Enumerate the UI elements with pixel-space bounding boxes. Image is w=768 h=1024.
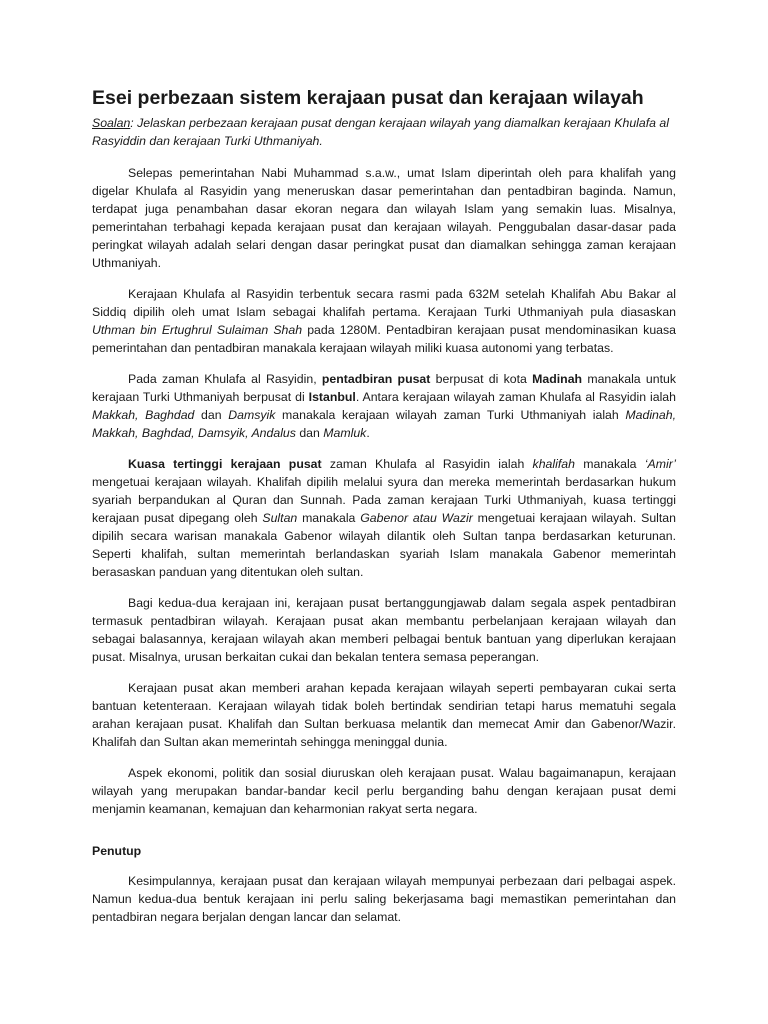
text-run: Kuasa tertinggi kerajaan pusat (128, 457, 322, 471)
text-run: dan (194, 408, 229, 422)
text-run: mengetuai kerajaan wilayah. Sultan dipilih secara warisan manakala Gabenor wilayah dilantik oleh Sultan tanpa berdasarkan keturunan. Seperti khalifah, sultan memerintah berlandaskan syariah Islam manakala Gabenor memerintah berasaskan panduan yang ditentukan oleh sultan. (92, 511, 676, 579)
text-run: khalifah (532, 457, 575, 471)
text-run: Damsyik (228, 408, 276, 422)
text-run: manakala kerajaan wilayah zaman Turki Uthmaniyah ialah (275, 408, 626, 422)
text-run: Gabenor atau Wazir (360, 511, 473, 525)
body-paragraph (92, 594, 676, 666)
text-run: Pada zaman Khulafa al Rasyidin, (128, 372, 322, 386)
text-run: manakala (574, 457, 645, 471)
closing-heading: Penutup (92, 844, 142, 858)
text-run: . (366, 426, 370, 440)
text-run: pada 1280M. Pentadbiran kerajaan pusat mendominasikan kuasa pemerintahan dan pentadbiran manakala kerajaan wilayah miliki kuasa autonomi yang terbatas. (92, 323, 676, 355)
text-run: Kerajaan pusat akan memberi arahan kepada kerajaan wilayah seperti pembayaran cukai serta bantuan ketenteraan. Kerajaan wilayah tidak boleh bertindak sendirian tetapi harus mematuhi segala arahan kerajaan pusat. Khalifah dan Sultan berkuasa melantik dan memecat Amir dan Gabenor/Wazir. Khalifah dan Sultan akan memerintah sehingga meninggal dunia. (92, 681, 676, 749)
text-run: ‘Amir’ (644, 457, 676, 471)
text-run: Kesimpulannya, kerajaan pusat dan kerajaan wilayah mempunyai perbezaan dari pelbagai aspek. Namun kedua-dua bentuk kerajaan ini perlu saling bekerjasama bagi memastikan pemerintahan dan pentadbiran negara berjalan dengan lancar dan selamat. (92, 874, 676, 924)
text-run: Makkah, Baghdad (92, 408, 195, 422)
body-paragraph (92, 370, 676, 442)
question-label: Soalan (92, 116, 131, 130)
text-run: dan (295, 426, 324, 440)
question-text: : Jelaskan perbezaan kerajaan pusat dengan kerajaan wilayah yang diamalkan kerajaan Khulafa al Rasyiddin dan kerajaan Turki Uthmaniyah. (92, 116, 669, 148)
text-run: manakala (297, 511, 361, 525)
question-block (92, 114, 676, 150)
text-run: Selepas pemerintahan Nabi Muhammad s.a.w., umat Islam diperintah oleh para khalifah yang digelar Khulafa al Rasyidin yang meneruskan dasar pemerintahan dan pentadbiran baginda. Namun, terdapat juga penambahan dasar ekoran negara dan wilayah Islam yang semakin luas. Misalnya, pemerintahan terbahagi kepada kerajaan pusat dan kerajaan wilayah. Penggubalan dasar-dasar pada peringkat wilayah adalah selari dengan dasar peringkat pusat dan diamalkan sehingga zaman kerajaan Uthmaniyah. (92, 166, 676, 270)
text-run: pentadbiran pusat (321, 372, 431, 386)
text-run: Istanbul (308, 390, 356, 404)
document-title: Esei perbezaan sistem kerajaan pusat dan kerajaan wilayah (92, 87, 644, 109)
text-run: mengetuai kerajaan wilayah. Khalifah dipilih melalui syura dan mereka memerintah berdasarkan hukum syariah berpandukan al Quran dan Sunnah. Pada zaman kerajaan Turki Uthmaniyah, kuasa tertinggi kerajaan pusat dipegang oleh (92, 475, 676, 525)
text-run: zaman Khulafa al Rasyidin ialah (321, 457, 533, 471)
text-run: berpusat di kota (430, 372, 533, 386)
text-run: Sultan (262, 511, 298, 525)
body-paragraph (92, 164, 676, 272)
text-run: Kerajaan Khulafa al Rasyidin terbentuk secara rasmi pada 632M setelah Khalifah Abu Bakar al Siddiq dipilih oleh umat Islam sebagai khalifah pertama. Kerajaan Turki Uthmaniyah pula diasaskan (92, 287, 676, 319)
text-run: manakala untuk kerajaan Turki Uthmaniyah berpusat di (92, 372, 677, 404)
text-run: Madinah, Makkah, Baghdad, Damsyik, Andalus (92, 408, 676, 440)
text-run: Bagi kedua-dua kerajaan ini, kerajaan pusat bertanggungjawab dalam segala aspek pentadbiran termasuk pentadbiran wilayah. Kerajaan pusat akan membantu perbelanjaan kerajaan wilayah dan sebagai balasannya, kerajaan wilayah akan memberi pelbagai bentuk bantuan yang diperlukan kerajaan pusat. Misalnya, urusan berkaitan cukai dan bekalan tentera semasa peperangan. (92, 596, 676, 664)
closing-section (92, 872, 676, 926)
text-run: . Antara kerajaan wilayah zaman Khulafa al Rasyidin ialah (355, 390, 676, 404)
body-paragraph (92, 455, 676, 581)
body-paragraph (92, 679, 676, 751)
text-run: Mamluk (323, 426, 367, 440)
text-run: Madinah (532, 372, 583, 386)
body-paragraph (92, 764, 676, 818)
body-paragraph (92, 285, 676, 357)
body-paragraphs (92, 164, 676, 818)
text-run: Uthman bin Ertughrul Sulaiman Shah (92, 323, 303, 337)
text-run: Aspek ekonomi, politik dan sosial diuruskan oleh kerajaan pusat. Walau bagaimanapun, kerajaan wilayah yang merupakan bandar-bandar kecil perlu berganding bahu dengan kerajaan pusat demi menjamin keamanan, kemajuan dan keharmonian rakyat serta negara. (92, 766, 676, 816)
closing-paragraph (92, 872, 676, 926)
